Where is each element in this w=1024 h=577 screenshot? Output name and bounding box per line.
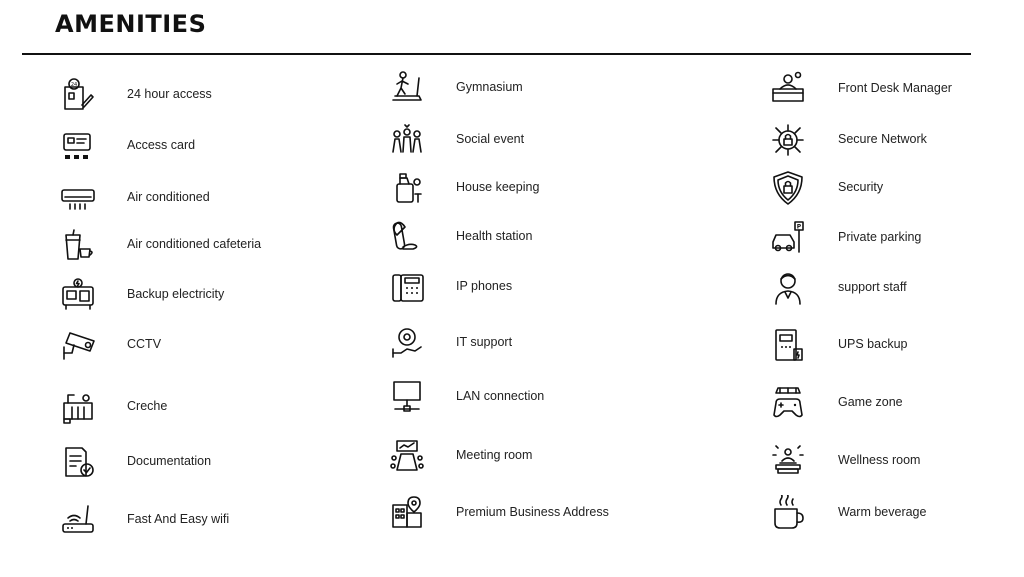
amenity-label: support staff [838,280,907,294]
clock-24-door-icon [60,77,96,113]
cctv-camera-icon [60,327,96,363]
amenity-item [60,442,390,482]
svg-text:P: P [796,223,802,231]
wifi-router-icon [60,502,96,538]
access-card-icon [60,128,96,164]
ip-phone-icon [389,269,425,305]
amenity-label: Health station [456,229,533,243]
amenity-item [389,323,719,363]
amenity-item [770,325,1024,365]
ups-icon [770,327,806,363]
amenity-label: House keeping [456,180,540,194]
amenity-label: Private parking [838,230,922,244]
it-support-icon [389,325,425,361]
amenity-item [770,69,1024,109]
cafeteria-icon [60,227,96,263]
amenity-item [770,493,1024,533]
amenity-label: Creche [127,399,168,413]
amenity-item [389,168,719,208]
amenity-label: UPS backup [838,337,908,351]
amenity-item [389,217,719,257]
amenity-item [770,120,1024,160]
amenity-item [60,387,390,427]
amenity-item [389,120,719,160]
amenity-label: CCTV [127,337,162,351]
amenity-item [60,75,390,115]
documentation-icon [60,444,96,480]
amenity-item [770,441,1024,481]
amenity-label: Secure Network [838,132,927,146]
amenity-label: IT support [456,335,513,349]
amenity-label: Security [838,180,884,194]
amenity-label: Air conditioned [127,190,210,204]
amenity-column [389,0,729,577]
game-zone-icon [770,385,806,421]
generator-icon [60,277,96,313]
amenity-label: 24 hour access [127,87,212,101]
health-station-icon [389,219,425,255]
social-event-icon [389,122,425,158]
amenity-label: Front Desk Manager [838,81,952,95]
amenity-label: Meeting room [456,448,533,462]
lan-connection-icon [389,379,425,415]
treadmill-icon [389,70,425,106]
business-address-icon [389,495,425,531]
amenity-label: Documentation [127,454,212,468]
amenity-label: Access card [127,138,196,152]
amenity-label: Warm beverage [838,505,927,519]
amenity-item [389,68,719,108]
amenity-column [60,0,400,577]
amenity-label: Fast And Easy wifi [127,512,230,526]
creche-icon [60,389,96,425]
housekeeping-icon [389,170,425,206]
parking-icon [770,220,806,256]
amenity-item [389,377,719,417]
warm-beverage-icon [770,495,806,531]
front-desk-icon [770,71,806,107]
amenity-label: Backup electricity [127,287,225,301]
page-title: AMENITIES [55,10,207,38]
amenity-item [770,383,1024,423]
secure-network-icon [770,122,806,158]
svg-text:24: 24 [70,82,78,88]
amenity-item [60,275,390,315]
amenity-item [389,267,719,307]
amenity-item [389,493,719,533]
amenity-item [60,178,390,218]
amenity-item [60,500,390,540]
amenity-item [60,126,390,166]
air-conditioner-icon [60,180,96,216]
amenity-label: LAN connection [456,389,545,403]
amenity-item [60,225,390,265]
wellness-room-icon [770,443,806,479]
amenity-item [770,218,1024,258]
amenity-item [770,168,1024,208]
security-shield-icon [770,170,806,206]
amenity-item [60,325,390,365]
meeting-room-icon [389,438,425,474]
amenity-label: Game zone [838,395,903,409]
amenity-label: Social event [456,132,525,146]
amenity-label: Air conditioned cafeteria [127,237,262,251]
support-staff-icon [770,270,806,306]
amenity-label: IP phones [456,279,513,293]
amenity-label: Wellness room [838,453,921,467]
amenity-label: Premium Business Address [456,505,609,519]
amenity-item [389,436,719,476]
amenity-item [770,268,1024,308]
amenity-column [770,0,1024,577]
amenity-label: Gymnasium [456,80,523,94]
